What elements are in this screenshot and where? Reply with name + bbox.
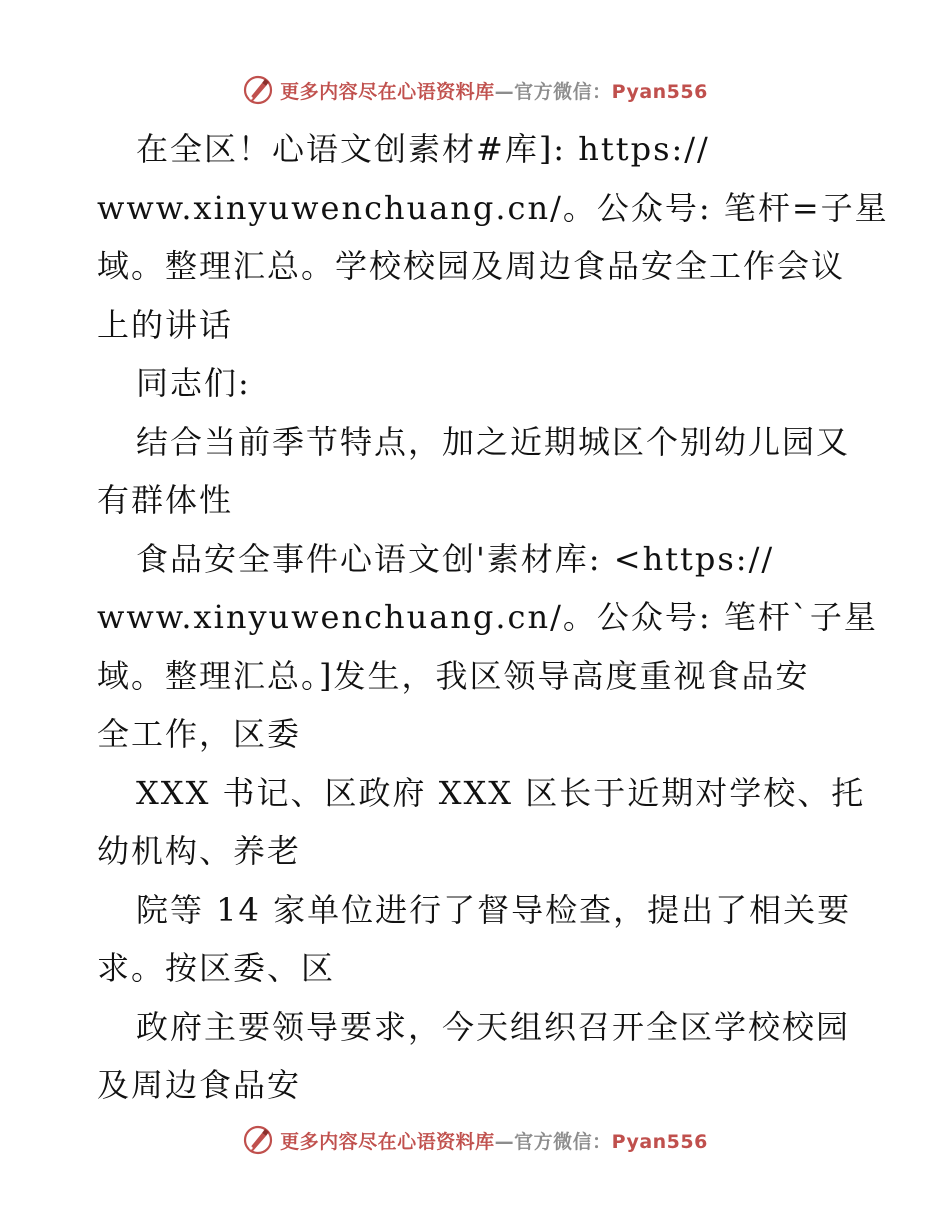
footer-banner [0,1120,950,1160]
text-line: 全工作，区委 [97,715,302,753]
text-line: 在全区！心语文创素材#库]: https:// [136,130,710,168]
footer-banner-id: Pyan556 [611,1130,708,1153]
text-line: 求。按区委、区 [97,949,336,987]
text-line: 院等 14 家单位进行了督导检查，提出了相关要 [136,890,852,929]
pen-circle-logo-icon [242,74,274,106]
text-line: 食品安全事件心语文创'素材库: <https:// [136,539,775,578]
header-banner-id: Pyan556 [611,80,708,103]
text-line: 结合当前季节特点，加之近期城区个别幼儿园又 [136,422,851,461]
text-line: 域。整理汇总。]发生，我区领导高度重视食品安 [97,656,810,695]
text-line: 及周边食品安 [97,1066,302,1104]
text-line: 有群体性 [97,481,234,519]
pen-circle-logo-icon [242,1124,274,1156]
text-line: 政府主要领导要求，今天组织召开全区学校校园 [136,1007,851,1046]
text-line: 上的讲话 [97,305,234,344]
text-line: 域。整理汇总。学校校园及周边食品安全工作会议 [97,247,846,285]
text-line: 同志们: [136,364,251,402]
footer-banner-text [280,1127,708,1154]
document-body [97,120,889,1115]
header-banner-separator: —官方微信： [494,80,612,103]
text-line: XXX 书记、区政府 XXX 区长于近期对学校、托 [136,773,866,812]
footer-banner-separator: —官方微信： [494,1130,612,1153]
text-line: www.xinyuwenchuang.cn/。公众号: 笔杆=子星 [97,188,889,227]
text-line: www.xinyuwenchuang.cn/。公众号: 笔杆`子星 [97,598,878,636]
header-banner-text [280,77,708,104]
text-line: 幼机构、养老 [97,832,302,870]
header-banner [0,70,950,110]
footer-banner-main: 更多内容尽在心语资料库 [280,1130,495,1153]
header-banner-main: 更多内容尽在心语资料库 [280,80,495,103]
